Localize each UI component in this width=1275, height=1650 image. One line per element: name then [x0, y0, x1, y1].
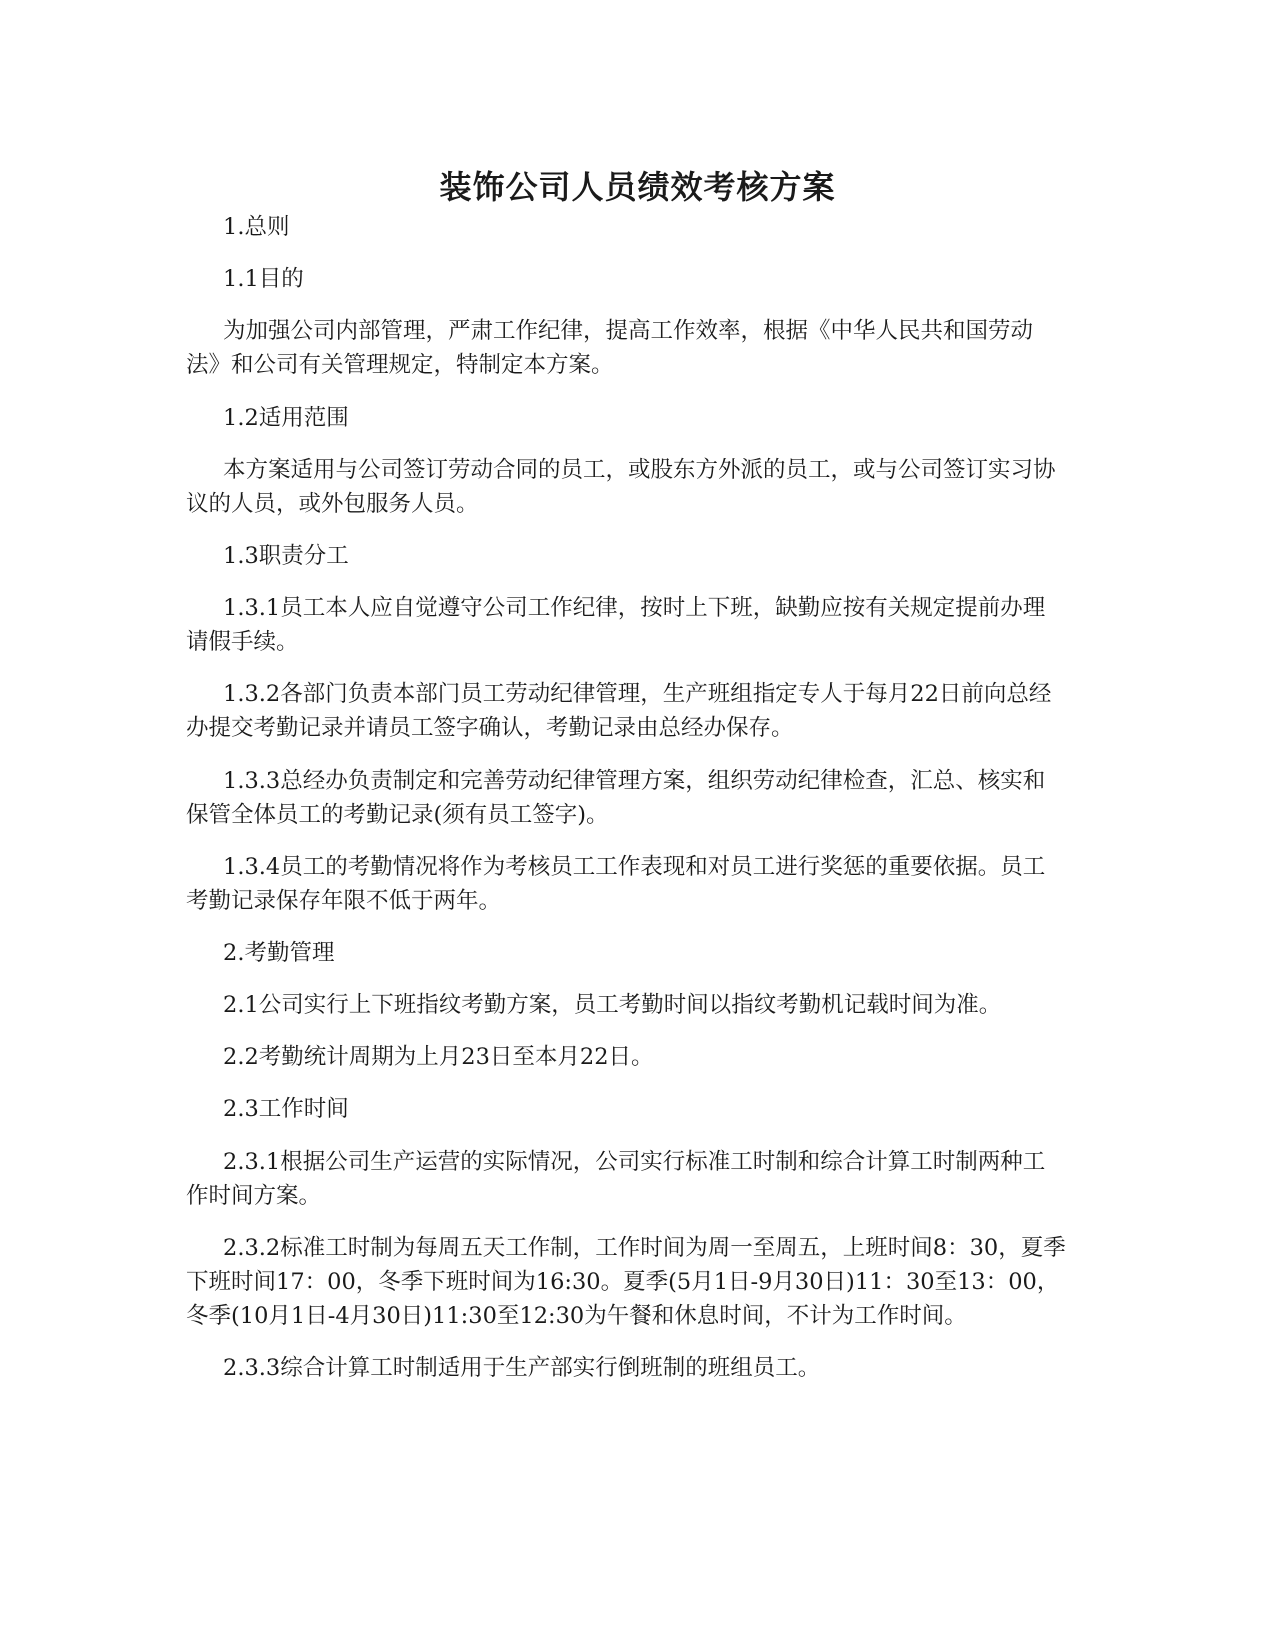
document-title: 装饰公司人员绩效考核方案: [439, 168, 836, 207]
paragraph-2-3-2: 2.3.2标准工时制为每周五天工作制，工作时间为周一至周五，上班时间8：30，夏季下班时间17：00，冬季下班时间为16:30。夏季(5月1日-9月30日)11：30至13：00，冬季(10月1日-4月30日)11:30至12:30为午餐和休息时间，不计为工作时间。: [186, 1234, 1066, 1329]
paragraph-scope: 本方案适用与公司签订劳动合同的员工，或股东方外派的员工，或与公司签订实习协议的人员，或外包服务人员。: [186, 456, 1056, 517]
paragraph-2-3-1: 2.3.1根据公司生产运营的实际情况，公司实行标准工时制和综合计算工时制两种工作时间方案。: [186, 1148, 1046, 1209]
paragraph-1-3-3: 1.3.3总经办负责制定和完善劳动纪律管理方案，组织劳动纪律检查，汇总、核实和保管全体员工的考勤记录(须有员工签字)。: [186, 767, 1046, 828]
section-heading-working-hours: 2.3工作时间: [223, 1096, 349, 1123]
paragraph-1-3-1: 1.3.1员工本人应自觉遵守公司工作纪律，按时上下班，缺勤应按有关规定提前办理请假手续。: [186, 595, 1046, 656]
section-heading-attendance: 2.考勤管理: [223, 939, 335, 966]
paragraph-purpose: 为加强公司内部管理，严肃工作纪律，提高工作效率，根据《中华人民共和国劳动法》和公司有关管理规定，特制定本方案。: [186, 318, 1034, 379]
section-heading-scope: 1.2适用范围: [223, 404, 349, 431]
document-body: [186, 210, 1066, 1403]
paragraph-2-1: 2.1公司实行上下班指纹考勤方案，员工考勤时间以指纹考勤机记载时间为准。: [223, 992, 1002, 1019]
paragraph-1-3-2: 1.3.2各部门负责本部门员工劳动纪律管理，生产班组指定专人于每月22日前向总经办提交考勤记录并请员工签字确认，考勤记录由总经办保存。: [186, 681, 1052, 742]
section-heading-responsibilities: 1.3职责分工: [223, 542, 349, 569]
section-heading-purpose: 1.1目的: [223, 266, 304, 293]
paragraph-2-3-3: 2.3.3综合计算工时制适用于生产部实行倒班制的班组员工。: [223, 1355, 821, 1381]
paragraph-2-2: 2.2考勤统计周期为上月23日至本月22日。: [223, 1044, 654, 1071]
section-heading-general: 1.总则: [223, 214, 290, 240]
paragraph-1-3-4: 1.3.4员工的考勤情况将作为考核员工工作表现和对员工进行奖惩的重要依据。员工考勤记录保存年限不低于两年。: [186, 853, 1046, 914]
